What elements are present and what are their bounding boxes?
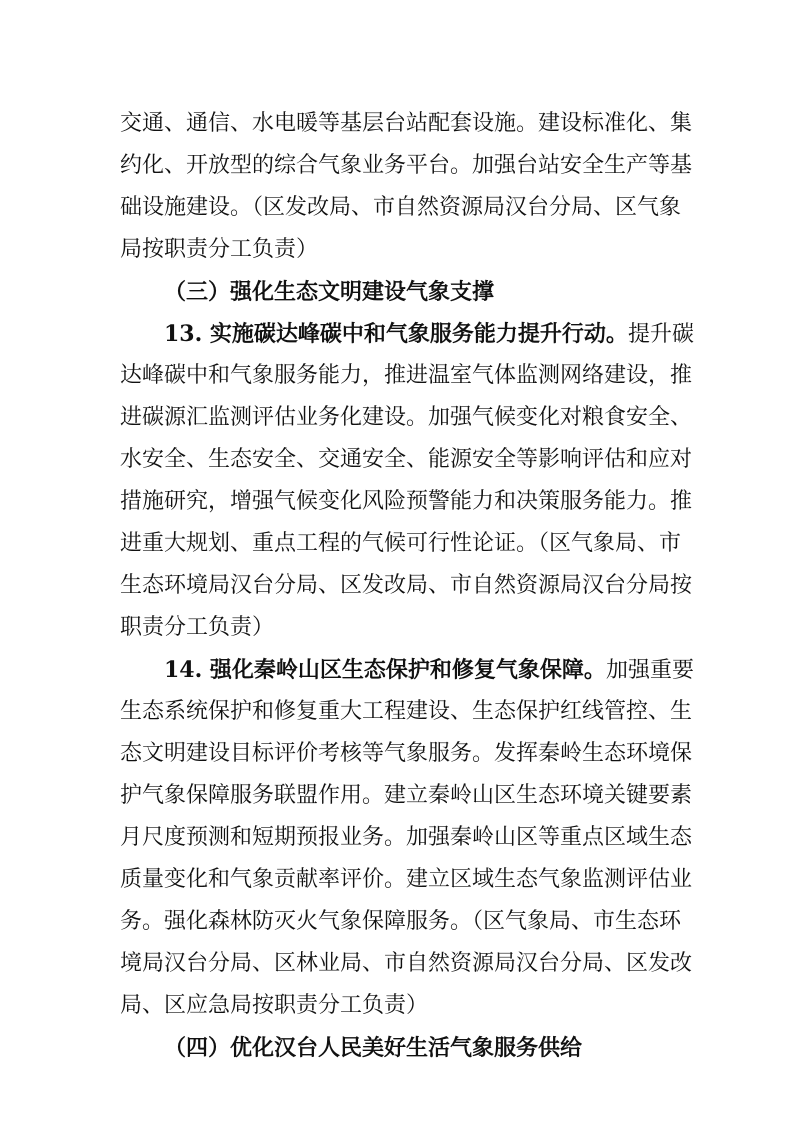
paragraph-line: 础设施建设。（区发改局、市自然资源局汉台分局、区气象: [120, 195, 682, 220]
paragraph-line: 约化、开放型的综合气象业务平台。加强台站安全生产等基: [120, 153, 693, 178]
item-14-title: 14. 强化秦岭山区生态保护和修复气象保障。: [164, 657, 606, 683]
item-14-text: 加强重要: [605, 658, 694, 683]
item-13-text: 提升碳: [627, 322, 694, 347]
item-14-first-line: [164, 656, 694, 685]
paragraph-line: 态文明建设目标评价考核等气象服务。发挥秦岭生态环境保: [120, 741, 693, 766]
paragraph-line: 局、区应急局按职责分工负责）: [120, 993, 429, 1018]
paragraph-line: 局按职责分工负责）: [120, 237, 319, 262]
paragraph-line: 水安全、生态安全、交通安全、能源安全等影响评估和应对: [120, 447, 693, 472]
section-heading: （四）优化汉台人民美好生活气象服务供给: [164, 1035, 583, 1061]
paragraph-line: 务。强化森林防灭火气象保障服务。（区气象局、市生态环: [120, 909, 682, 934]
paragraph-line: 生态系统保护和修复重大工程建设、生态保护红线管控、生: [120, 699, 693, 724]
paragraph-line: 进碳源汇监测评估业务化建设。加强气候变化对粮食安全、: [120, 405, 693, 430]
paragraph-line: 达峰碳中和气象服务能力，推进温室气体监测网络建设，推: [120, 363, 693, 388]
paragraph-line: 职责分工负责）: [120, 615, 275, 640]
paragraph-line: 交通、通信、水电暖等基层台站配套设施。建设标准化、集: [120, 111, 693, 136]
paragraph-line: 生态环境局汉台分局、区发改局、市自然资源局汉台分局按: [120, 573, 693, 598]
paragraph-line: 月尺度预测和短期预报业务。加强秦岭山区等重点区域生态: [120, 825, 693, 850]
item-13-title: 13. 实施碳达峰碳中和气象服务能力提升行动。: [164, 321, 628, 347]
paragraph-line: 护气象保障服务联盟作用。建立秦岭山区生态环境关键要素: [120, 783, 693, 808]
section-heading: （三）强化生态文明建设气象支撑: [164, 279, 495, 305]
paragraph-line: 质量变化和气象贡献率评价。建立区域生态气象监测评估业: [120, 867, 693, 892]
paragraph-line: 措施研究，增强气候变化风险预警能力和决策服务能力。推: [120, 489, 693, 514]
item-13-first-line: [164, 320, 694, 349]
paragraph-line: 进重大规划、重点工程的气候可行性论证。（区气象局、市: [120, 531, 682, 556]
paragraph-line: 境局汉台分局、区林业局、市自然资源局汉台分局、区发改: [120, 951, 693, 976]
